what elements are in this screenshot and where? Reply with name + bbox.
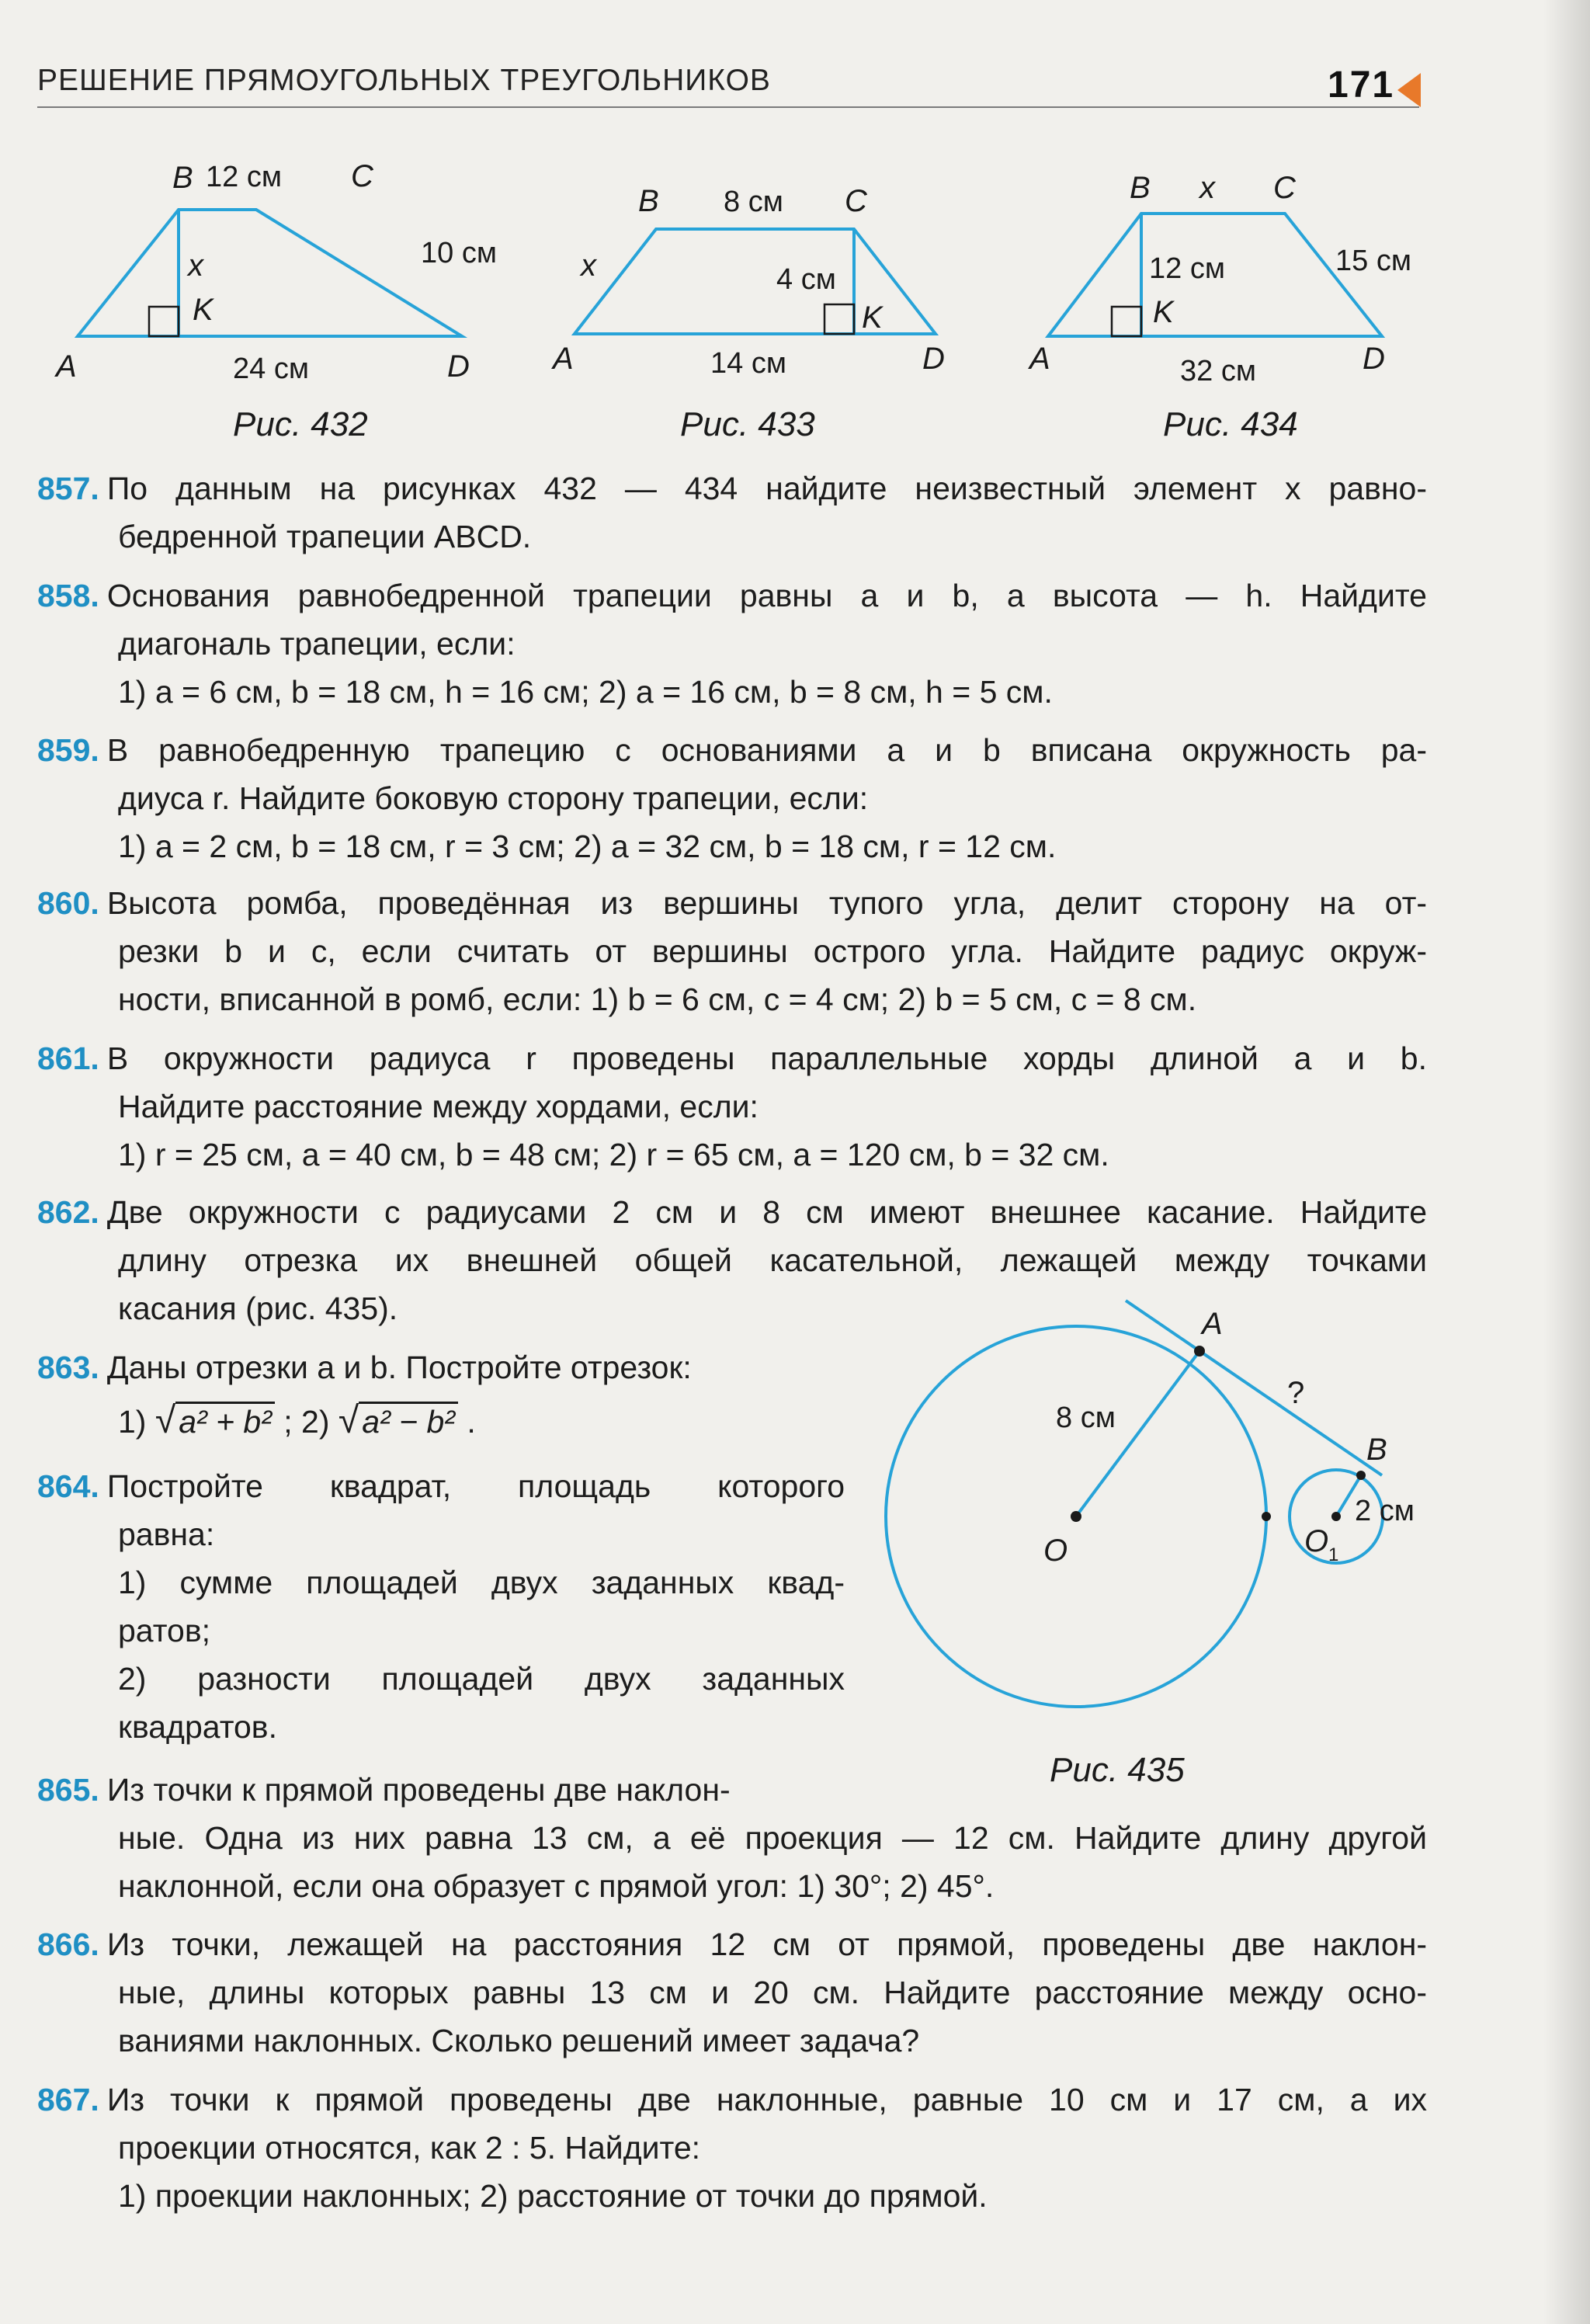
problem-859 <box>37 726 1427 870</box>
caption-433: Рис. 433 <box>680 405 815 443</box>
formula-line <box>37 1391 845 1451</box>
problem-866 <box>37 1920 1427 2065</box>
vertex-b: B <box>172 161 193 195</box>
problem-text-line: Из точки, лежащей на расстояния 12 см от прямой, проведены две наклон- <box>106 1926 1427 1962</box>
problem-text-line: 1) a = 2 см, b = 18 см, r = 3 см; 2) a = 32 см, b = 18 см, r = 12 см. <box>118 829 1057 864</box>
figure-434 <box>1025 163 1460 396</box>
problem-867 <box>37 2076 1427 2220</box>
figure-433 <box>543 179 978 396</box>
unknown-x: x <box>1199 171 1215 205</box>
sqrt-sum-formula <box>155 1391 275 1451</box>
caption-432: Рис. 432 <box>233 405 368 443</box>
separator: ; 2) <box>283 1404 330 1440</box>
label-question: ? <box>1287 1376 1305 1410</box>
height-ck-label: 4 см <box>776 263 836 296</box>
problem-text-line: Из точки к прямой проведены две наклонные, равные 10 см и 17 см, а их <box>106 2082 1427 2117</box>
problem-text-line: ности, вписанной в ромб, если: 1) b = 6 см, c = 4 см; 2) b = 5 см, c = 8 см. <box>118 981 1197 1017</box>
caption-434: Рис. 434 <box>1163 405 1298 443</box>
problem-text-line: касания (рис. 435). <box>118 1291 398 1326</box>
problem-number: 857. <box>37 471 99 506</box>
problem-text-line: наклонной, если она образует с прямой угол: 1) 30°; 2) 45°. <box>118 1868 995 1904</box>
base-ad-label: 14 см <box>710 347 786 380</box>
point-k: K <box>862 300 883 335</box>
problem-text-line: квадратов. <box>118 1709 277 1745</box>
problem-text-line: 1) сумме площадей двух заданных квад- <box>118 1565 845 1600</box>
radicand: a² + b² <box>175 1402 275 1440</box>
right-angle-mark <box>1112 307 1141 336</box>
right-angle-mark <box>149 307 179 336</box>
point-k: K <box>1153 295 1174 329</box>
problem-text-line: 1) a = 6 см, b = 18 см, h = 16 см; 2) a = 16 см, b = 8 см, h = 5 см. <box>118 674 1053 710</box>
problem-text-line: равна: <box>118 1516 215 1552</box>
unknown-x: x <box>188 248 203 283</box>
problem-864 <box>37 1462 845 1751</box>
problem-text-line: длину отрезка их внешней общей касательной, лежащей между точками <box>118 1242 1427 1278</box>
header-rule <box>37 106 1419 108</box>
problem-text-line: 1) проекции наклонных; 2) расстояние от точки до прямой. <box>118 2178 988 2214</box>
page-number: 171 <box>1328 64 1395 106</box>
problem-text-line: Высота ромба, проведённая из вершины тупого угла, делит сторону на от- <box>106 885 1427 921</box>
problem-number: 867. <box>37 2082 99 2117</box>
problem-number: 862. <box>37 1194 99 1230</box>
point-k: K <box>193 293 214 327</box>
problem-text-line: диуса r. Найдите боковую сторону трапеции, если: <box>118 780 869 816</box>
problem-text-line: Даны отрезки a и b. Постройте отрезок: <box>106 1350 692 1385</box>
label-r-small: 2 см <box>1355 1495 1415 1527</box>
side-bc-label: 12 см <box>206 161 282 193</box>
center-o <box>1071 1511 1081 1522</box>
problem-text-line: Постройте квадрат, площадь которого <box>106 1468 845 1504</box>
problem-857 <box>37 464 1427 561</box>
problem-text-line: ваниями наклонных. Сколько решений имеет задача? <box>118 2023 920 2058</box>
problem-number: 858. <box>37 578 99 613</box>
vertex-a: A <box>1029 342 1050 376</box>
problem-860 <box>37 879 1427 1023</box>
vertex-b: B <box>638 184 659 218</box>
problem-text-line: ные, длины которых равны 13 см и 20 см. Найдите расстояние между осно- <box>118 1975 1427 2010</box>
right-angle-mark <box>825 304 854 334</box>
problem-text-line: По данным на рисунках 432 — 434 найдите неизвестный элемент x равно- <box>106 471 1427 506</box>
book-spine-shadow <box>1543 0 1590 2324</box>
center-o1 <box>1331 1512 1341 1521</box>
height-bk-label: 12 см <box>1149 252 1225 285</box>
problem-text-line: В равнобедренную трапецию с основаниями a и b вписана окружность ра- <box>106 732 1427 768</box>
vertex-c: C <box>351 159 373 193</box>
touch-point <box>1262 1512 1271 1521</box>
problem-text-line: Из точки к прямой проведены две наклон- <box>106 1772 731 1808</box>
problem-text-line: 2) разности площадей двух заданных <box>118 1661 845 1697</box>
vertex-c: C <box>845 184 867 218</box>
problem-text-line: Основания равнобедренной трапеции равны a и b, а высота — h. Найдите <box>106 578 1427 613</box>
problem-863 <box>37 1343 845 1451</box>
tangent-point-a <box>1194 1346 1205 1357</box>
side-cd-label: 10 см <box>421 237 497 269</box>
sqrt-diff-formula <box>338 1391 458 1451</box>
tangent-point-b <box>1356 1471 1366 1480</box>
problem-number: 863. <box>37 1350 99 1385</box>
side-cd-label: 15 см <box>1335 245 1411 277</box>
problem-text-line: 1) r = 25 см, a = 40 см, b = 48 см; 2) r = 65 см, a = 120 см, b = 32 см. <box>118 1137 1109 1172</box>
formula-end: . <box>467 1404 476 1440</box>
page-marker-icon <box>1397 73 1421 107</box>
label-r-big: 8 см <box>1056 1402 1116 1434</box>
problem-text-line: Две окружности с радиусами 2 см и 8 см имеют внешнее касание. Найдите <box>106 1194 1427 1230</box>
problem-text-line: бедренной трапеции ABCD. <box>118 519 532 554</box>
label-o1: O <box>1304 1524 1329 1558</box>
side-bc-label: 8 см <box>724 186 783 218</box>
label-a: A <box>1202 1307 1223 1341</box>
trapezoid-432 <box>78 210 462 336</box>
problem-861 <box>37 1034 1427 1179</box>
problem-text-line: ратов; <box>118 1613 210 1648</box>
problem-text-line: В окружности радиуса r проведены параллельные хорды длиной a и b. <box>106 1040 1427 1076</box>
option-label: 1) <box>118 1404 147 1440</box>
problem-text-line: резки b и c, если считать от вершины острого угла. Найдите радиус окруж- <box>118 933 1427 969</box>
problem-number: 865. <box>37 1772 99 1808</box>
radicand: a² − b² <box>359 1402 458 1440</box>
vertex-b: B <box>1130 171 1151 205</box>
problem-number: 859. <box>37 732 99 768</box>
problem-number: 864. <box>37 1468 99 1504</box>
problem-text-line: Найдите расстояние между хордами, если: <box>118 1089 759 1124</box>
vertex-c: C <box>1273 171 1296 205</box>
vertex-d: D <box>922 342 945 376</box>
problem-865 <box>37 1766 1427 1910</box>
radical-sign-icon: √ <box>338 1400 359 1441</box>
problem-text-line: диагональ трапеции, если: <box>118 626 516 662</box>
base-ad-label: 32 см <box>1180 355 1256 387</box>
vertex-a: A <box>553 342 574 376</box>
unknown-x: x <box>581 248 596 283</box>
problem-text-line: проекции относятся, как 2 : 5. Найдите: <box>118 2130 701 2166</box>
problem-number: 861. <box>37 1040 99 1076</box>
label-b: B <box>1366 1433 1387 1467</box>
caption-435: Рис. 435 <box>1050 1751 1185 1789</box>
base-ad-label: 24 см <box>233 353 309 385</box>
vertex-d: D <box>1363 342 1385 376</box>
radical-sign-icon: √ <box>154 1400 176 1441</box>
problem-858 <box>37 571 1427 716</box>
problem-number: 866. <box>37 1926 99 1962</box>
figure-435 <box>854 1289 1444 1770</box>
label-o1-subscript: 1 <box>1328 1544 1339 1565</box>
figure-432 <box>47 148 512 396</box>
vertex-a: A <box>56 349 77 384</box>
running-head: РЕШЕНИЕ ПРЯМОУГОЛЬНЫХ ТРЕУГОЛЬНИКОВ <box>37 64 771 97</box>
label-o: O <box>1043 1534 1068 1568</box>
vertex-d: D <box>447 349 470 384</box>
problem-number: 860. <box>37 885 99 921</box>
problem-text-line: ные. Одна из них равна 13 см, а её проекция — 12 см. Найдите длину другой <box>118 1820 1427 1856</box>
